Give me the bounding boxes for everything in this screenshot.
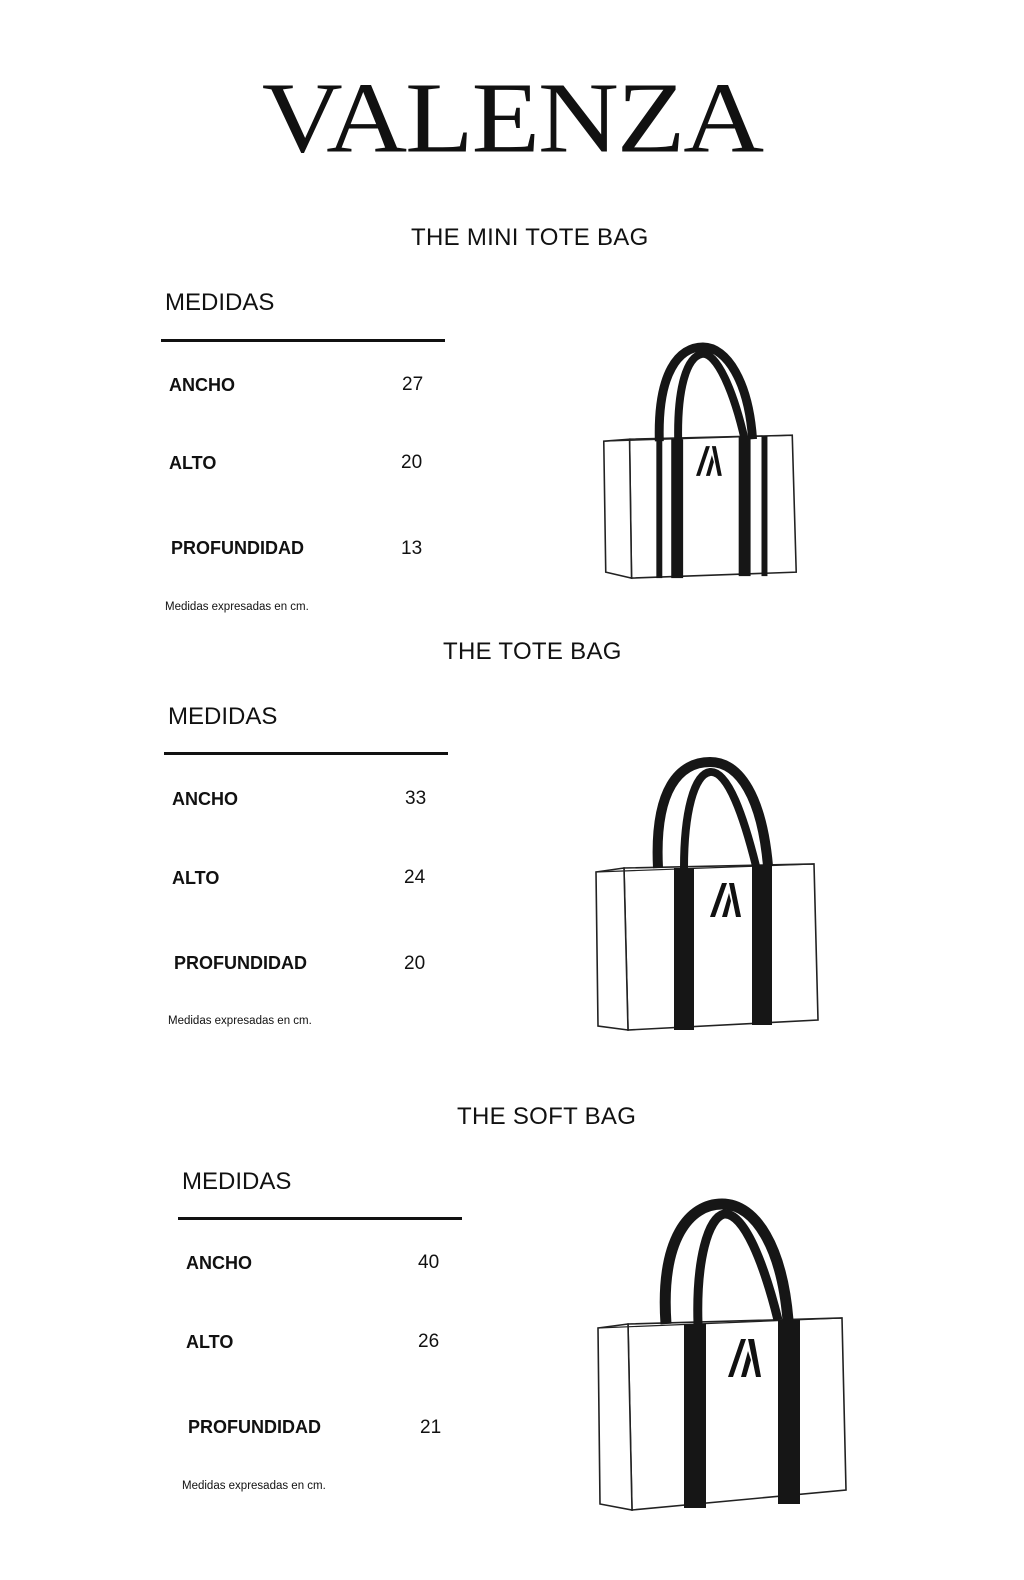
dimension-value-width: 27 <box>402 374 424 395</box>
measurements-heading: MEDIDAS <box>182 1168 292 1195</box>
dimension-value-depth: 20 <box>404 953 426 974</box>
section-title: THE SOFT BAG <box>457 1103 637 1130</box>
dimension-label-depth: PROFUNDIDAD <box>171 538 304 558</box>
dimension-label-depth: PROFUNDIDAD <box>174 953 307 973</box>
dimension-label-height: ALTO <box>172 868 220 888</box>
dimension-label-width: ANCHO <box>172 789 238 809</box>
units-note: Medidas expresadas en cm. <box>165 601 309 613</box>
divider <box>164 752 448 755</box>
measurements-heading: MEDIDAS <box>165 289 275 316</box>
dimension-label-depth: PROFUNDIDAD <box>188 1417 321 1437</box>
units-note: Medidas expresadas en cm. <box>168 1015 312 1027</box>
dimension-value-width: 33 <box>405 788 427 809</box>
tote-bag-illustration <box>598 342 800 590</box>
dimension-value-height: 26 <box>418 1331 440 1352</box>
divider <box>161 339 445 342</box>
dimension-value-width: 40 <box>418 1252 440 1273</box>
dimension-label-height: ALTO <box>169 453 217 473</box>
tote-bag-illustration <box>592 757 822 1039</box>
dimension-label-width: ANCHO <box>186 1253 252 1273</box>
dimension-value-depth: 13 <box>401 538 423 559</box>
units-note: Medidas expresadas en cm. <box>182 1480 326 1492</box>
dimension-label-width: ANCHO <box>169 375 235 395</box>
dimension-label-height: ALTO <box>186 1332 234 1352</box>
dimension-value-depth: 21 <box>420 1417 442 1438</box>
dimension-value-height: 20 <box>401 452 423 473</box>
brand-logo: VALENZA <box>261 62 763 174</box>
section-title: THE MINI TOTE BAG <box>411 224 649 251</box>
divider <box>178 1217 462 1220</box>
tote-bag-illustration <box>594 1198 850 1512</box>
section-title: THE TOTE BAG <box>443 638 622 665</box>
measurements-heading: MEDIDAS <box>168 703 278 730</box>
dimension-value-height: 24 <box>404 867 426 888</box>
